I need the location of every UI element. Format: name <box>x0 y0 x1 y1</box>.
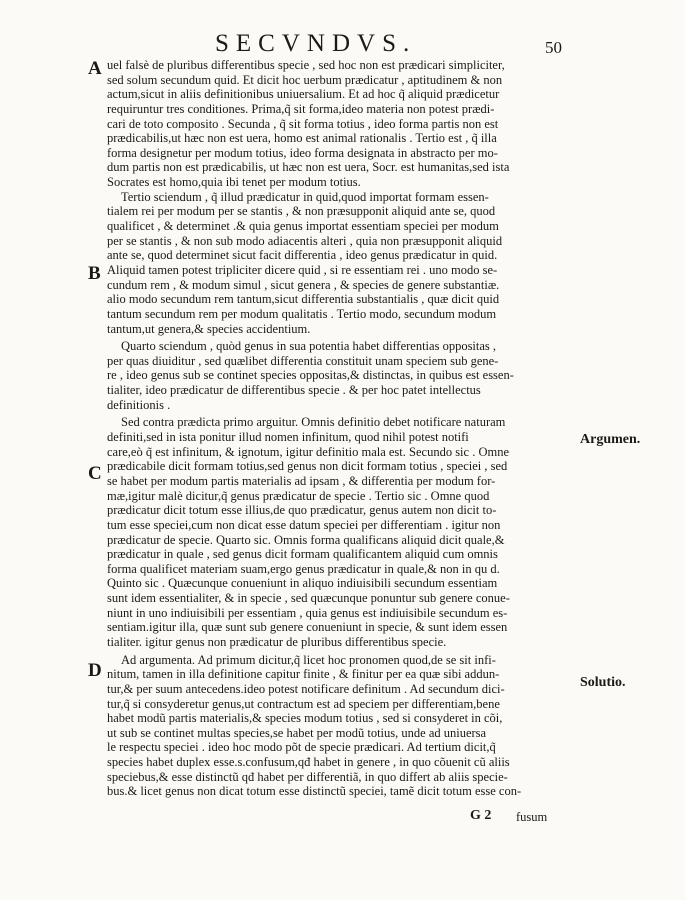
text-line: tur,& per suum antecedens.ideo potest notificare definitum . Ad secundum dici- <box>107 681 505 696</box>
text-line: tur,q̃ si consyderetur genus,ut contractum est ad speciem per differentiam,bene <box>107 696 500 711</box>
page-header <box>0 30 685 60</box>
text-line: prædicatur de specie. Quarto sic. Omnis forma qualificans aliquid dicit quale,& <box>107 532 505 547</box>
folio-number: 50 <box>545 38 562 57</box>
text-line: tialem rei per modum per se stantis , & non præsupponit aliquid ante se, quod <box>107 204 496 219</box>
text-line: prædicatur in quale , sed genus dicit formam qualificantem aliquid cum omnis <box>107 547 498 562</box>
text-line: prædicabilis,ut hæc non est uera, homo est animal rationalis . Tertio est , q̃ illa <box>107 131 497 146</box>
text-line: ut sub se continet multas species,se habet per modũ totius, unde ad uniuersa <box>107 725 487 740</box>
text-line: nitum, tamen in illa definitione capitur finite , & finitur per ea quæ sibi addun- <box>107 667 500 682</box>
text-line: forma qualificet materiam suam,ergo genus prædicatur in quale,& non in qu d. <box>107 561 500 576</box>
text-line: sentiam.igitur illa, quæ sunt sub genere conueniunt in specie, & sunt idem essen <box>107 620 508 635</box>
text-line: Sed contra prædicta primo arguitur. Omnis definitio debet notificare naturam <box>121 415 506 430</box>
body-text <box>107 58 569 799</box>
catchword: fusum <box>516 810 548 824</box>
text-line: le respectu speciei . ideo hoc modo põt de specie prædicari. Ad tertium dicit,q̃ <box>107 740 496 755</box>
text-line: per se stantis , & non sub modo adiacentis alteri , quia non præsupponit aliquid <box>107 233 503 248</box>
margin-letter-b: B <box>88 263 101 284</box>
text-line: se habet per modum partis materialis ad ipsam , & differentia per modum for- <box>107 473 496 488</box>
text-line: prædicatur dicit totum esse illius,de quo prædicatur, genus autem non dicit to- <box>107 503 497 518</box>
text-line: per quas diuiditur , sed quælibet differentia constituit unam speciem sub gene- <box>107 353 499 368</box>
running-title: SECVNDVS. <box>215 30 417 57</box>
text-line: Quinto sic . Quæcunque conueniunt in aliquo indiuisibili secundum essentiam <box>107 576 498 591</box>
text-line: habet modũ partis materialis,& species modum totius , sed si consyderet in cõi, <box>107 711 503 726</box>
text-line: bus.& licet genus non dicat totum esse distinctũ speciei, tamẽ dicit totum esse con- <box>107 784 522 799</box>
text-line: tum esse speciei,cum non dicat esse datum speciei per differentiam . igitur non <box>107 517 501 532</box>
margin-letter-c: C <box>88 463 102 484</box>
text-line: forma designetur per modum totius, ideo forma designata in abstracto per mo- <box>107 145 498 160</box>
margin-letter-a: A <box>88 58 102 79</box>
text-line: qualificet , & determinet .& quia genus importat essentiam speciei per modum <box>107 219 499 234</box>
text-line: species habet duplex esse.s.confusum,qđ habet in genere , in quo cõuenit cũ aliis <box>107 755 510 770</box>
text-line: sunt idem essentialiter, & in specie , sed quæcunque ponuntur sub genere conue- <box>107 591 510 606</box>
text-line: re , ideo genus sub se continet species oppositas,& distinctas, in quibus est essen- <box>107 368 514 383</box>
text-line: tialiter. igitur genus non prædicatur de pluribus differentibus specie. <box>107 634 447 649</box>
text-line: definitionis . <box>107 397 171 412</box>
margin-letter-d: D <box>88 660 102 681</box>
text-line: cundum rem , & modum simul , sicut genera , & species de genere substantiæ. <box>107 277 500 292</box>
text-line: tialiter, ideo prædicatur de differentibus specie . & per hoc patet intellectus <box>107 383 481 398</box>
text-line: mæ,igitur malè dicitur,q̃ genus prædicatur de specie . Tertio sic . Omne quod <box>107 488 490 503</box>
signature-mark: G 2 <box>470 808 492 823</box>
text-line: Ad argumenta. Ad primum dicitur,q̃ licet hoc pronomen quod,de se sit infi- <box>121 652 496 667</box>
text-line: tantum,ut genera,& species accidentium. <box>107 321 311 336</box>
text-line: sed solum secundum quid. Et dicit hoc uerbum prædicatur , aptitudinem & non <box>107 72 503 87</box>
text-line: requiruntur tres conditiones. Prima,q̃ sit forma,ideo materia non potest prædi- <box>107 101 495 116</box>
text-line: prædicabile dicit formam totius,sed genus non dicit formam totius , speciei , sed <box>107 459 508 474</box>
margin-note-argumen: Argumen. <box>580 432 641 447</box>
text-line: cari de toto composito . Secunda , q̃ sit forma totius , ideo forma partis non est <box>107 116 499 131</box>
text-line: actum,sicut in aliis definitionibus uniuersalium. Et ad hoc q̃ aliquid prædicetur <box>107 87 500 102</box>
text-line: definiti,sed in ista ponitur illud nomen infinitum, quod nihil potest notifi <box>107 430 469 445</box>
page-footer <box>0 808 685 828</box>
text-line: Tertio sciendum , q̃ illud prædicatur in quid,quod importat formam essen- <box>121 189 489 204</box>
text-line: ante se, quod determinet sicut facit differentia , ideo genus prædicatur in quid. <box>107 248 498 263</box>
text-line: niunt in uno indiuisibili per essentiam , quia genus est indiuisibile secundum es- <box>107 605 508 620</box>
text-line: Quarto sciendum , quòd genus in sua potentia habet differentias oppositas , <box>121 339 497 354</box>
text-line: alio modo secundum rem tantum,sicut differentia substantialis , quæ dicit quid <box>107 292 500 307</box>
text-line: care,eò q̃ est infinitum, & ignotum, igitur definitio mala est. Secundo sic . Omne <box>107 444 510 459</box>
margin-note-solutio: Solutio. <box>580 675 626 690</box>
text-line: speciebus,& esse distinctũ qđ habet per differentiã, in quo differt ab aliis specie- <box>107 769 508 784</box>
text-line: Socrates est homo,quia ibi tenet per modum totius. <box>107 175 361 190</box>
text-line: uel falsè de pluribus differentibus specie , sed hoc non est prædicari simpliciter, <box>107 58 505 72</box>
text-line: dum partis non est prædicabilis, ut hæc non est uera, Socr. est humanitas,sed ista <box>107 160 510 175</box>
text-line: tantum secundum rem per modum qualitatis . Tertio modo, secundum modum <box>107 306 497 321</box>
text-line: Aliquid tamen potest tripliciter dicere quid , si re essentiam rei . uno modo se- <box>107 262 498 277</box>
